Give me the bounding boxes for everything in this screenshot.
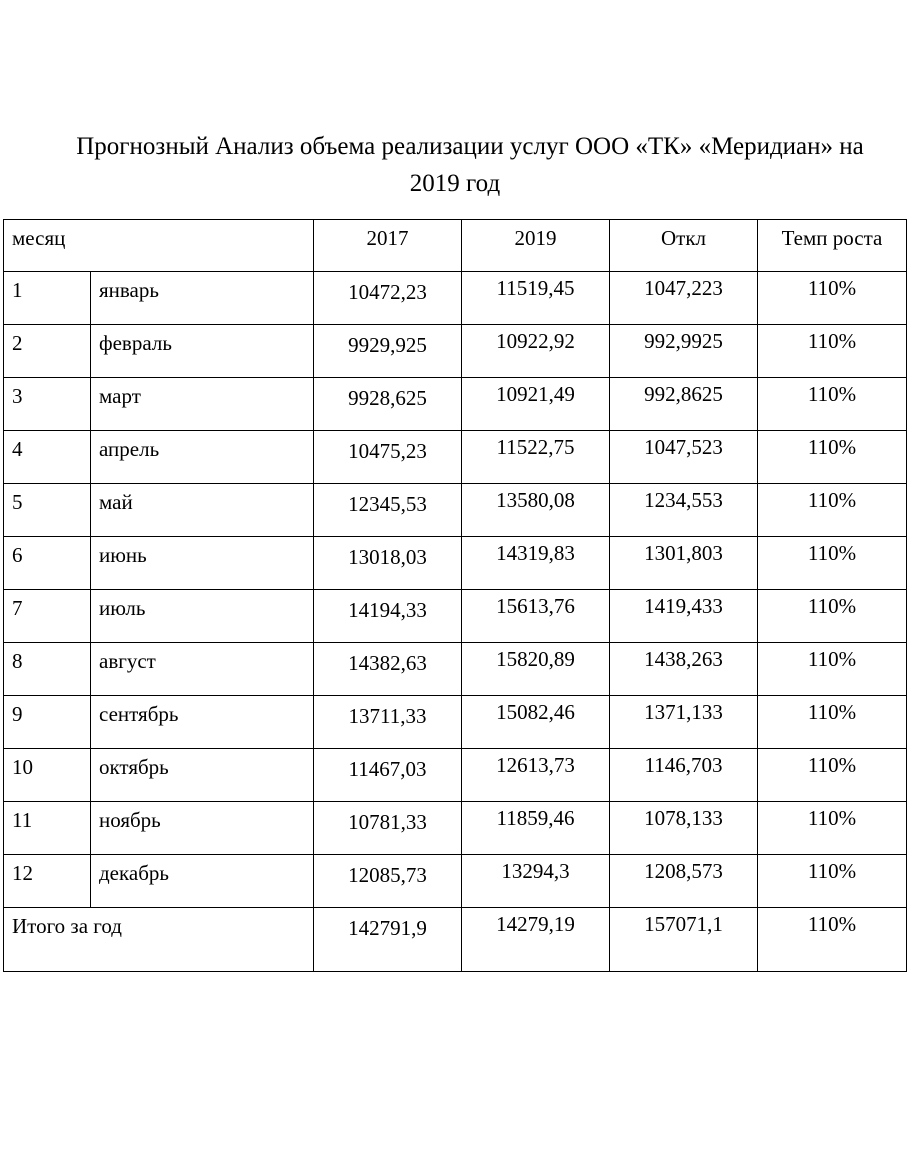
total-label-cell: Итого за год [4, 908, 314, 972]
value-2017-cell: 10475,23 [314, 431, 462, 484]
table-row [4, 696, 907, 749]
value-2017-cell: 9929,925 [314, 325, 462, 378]
value-2017-cell: 11467,03 [314, 749, 462, 802]
forecast-table-body [4, 220, 907, 972]
value-2019-cell: 13294,3 [462, 855, 610, 908]
value-2017-cell: 9928,625 [314, 378, 462, 431]
month-name-cell: май [91, 484, 314, 537]
month-name-cell: декабрь [91, 855, 314, 908]
growth-rate-cell: 110% [758, 325, 907, 378]
table-row [4, 537, 907, 590]
month-number-cell: 6 [4, 537, 91, 590]
table-row [4, 643, 907, 696]
value-2019-cell: 11519,45 [462, 272, 610, 325]
value-2019-cell: 10922,92 [462, 325, 610, 378]
document-title-line-2: 2019 год [409, 170, 501, 197]
header-2019: 2019 [462, 220, 610, 272]
deviation-cell: 1047,523 [610, 431, 758, 484]
value-2019-cell: 15820,89 [462, 643, 610, 696]
table-row [4, 749, 907, 802]
value-2017-cell: 10472,23 [314, 272, 462, 325]
value-2019-cell: 13580,08 [462, 484, 610, 537]
month-number-cell: 9 [4, 696, 91, 749]
table-row [4, 855, 907, 908]
growth-rate-cell: 110% [758, 590, 907, 643]
value-2019-cell: 15613,76 [462, 590, 610, 643]
month-name-cell: ноябрь [91, 802, 314, 855]
total-deviation-cell: 157071,1 [610, 908, 758, 972]
value-2019-cell: 12613,73 [462, 749, 610, 802]
month-number-cell: 3 [4, 378, 91, 431]
header-deviation: Откл [610, 220, 758, 272]
deviation-cell: 1078,133 [610, 802, 758, 855]
deviation-cell: 1047,223 [610, 272, 758, 325]
total-2017-cell: 142791,9 [314, 908, 462, 972]
value-2017-cell: 14194,33 [314, 590, 462, 643]
table-row [4, 272, 907, 325]
month-name-cell: октябрь [91, 749, 314, 802]
month-number-cell: 2 [4, 325, 91, 378]
total-growth-rate-cell: 110% [758, 908, 907, 972]
deviation-cell: 992,8625 [610, 378, 758, 431]
month-number-cell: 5 [4, 484, 91, 537]
forecast-table [3, 219, 907, 972]
growth-rate-cell: 110% [758, 749, 907, 802]
month-name-cell: август [91, 643, 314, 696]
growth-rate-cell: 110% [758, 855, 907, 908]
value-2019-cell: 14319,83 [462, 537, 610, 590]
value-2017-cell: 13018,03 [314, 537, 462, 590]
deviation-cell: 1371,133 [610, 696, 758, 749]
value-2019-cell: 11859,46 [462, 802, 610, 855]
value-2017-cell: 12085,73 [314, 855, 462, 908]
month-name-cell: февраль [91, 325, 314, 378]
total-2019-cell: 14279,19 [462, 908, 610, 972]
month-number-cell: 7 [4, 590, 91, 643]
growth-rate-cell: 110% [758, 484, 907, 537]
month-name-cell: апрель [91, 431, 314, 484]
table-row [4, 378, 907, 431]
month-name-cell: июнь [91, 537, 314, 590]
month-number-cell: 12 [4, 855, 91, 908]
header-month: месяц [4, 220, 314, 272]
month-number-cell: 1 [4, 272, 91, 325]
deviation-cell: 1301,803 [610, 537, 758, 590]
value-2017-cell: 13711,33 [314, 696, 462, 749]
deviation-cell: 1419,433 [610, 590, 758, 643]
table-header-row [4, 220, 907, 272]
document-title [0, 128, 910, 202]
value-2017-cell: 10781,33 [314, 802, 462, 855]
table-row [4, 431, 907, 484]
value-2019-cell: 15082,46 [462, 696, 610, 749]
header-growth-rate: Темп роста [758, 220, 907, 272]
month-name-cell: июль [91, 590, 314, 643]
growth-rate-cell: 110% [758, 431, 907, 484]
month-number-cell: 4 [4, 431, 91, 484]
deviation-cell: 1438,263 [610, 643, 758, 696]
growth-rate-cell: 110% [758, 272, 907, 325]
month-number-cell: 10 [4, 749, 91, 802]
deviation-cell: 1234,553 [610, 484, 758, 537]
table-row [4, 484, 907, 537]
value-2017-cell: 12345,53 [314, 484, 462, 537]
growth-rate-cell: 110% [758, 643, 907, 696]
value-2019-cell: 10921,49 [462, 378, 610, 431]
month-number-cell: 8 [4, 643, 91, 696]
growth-rate-cell: 110% [758, 802, 907, 855]
deviation-cell: 992,9925 [610, 325, 758, 378]
value-2019-cell: 11522,75 [462, 431, 610, 484]
table-row [4, 802, 907, 855]
value-2017-cell: 14382,63 [314, 643, 462, 696]
growth-rate-cell: 110% [758, 378, 907, 431]
deviation-cell: 1208,573 [610, 855, 758, 908]
growth-rate-cell: 110% [758, 696, 907, 749]
document-title-line-1: Прогнозный Анализ объема реализации услуг ООО «ТК» «Меридиан» на [76, 133, 864, 160]
deviation-cell: 1146,703 [610, 749, 758, 802]
month-name-cell: январь [91, 272, 314, 325]
month-name-cell: сентябрь [91, 696, 314, 749]
month-name-cell: март [91, 378, 314, 431]
month-number-cell: 11 [4, 802, 91, 855]
header-2017: 2017 [314, 220, 462, 272]
growth-rate-cell: 110% [758, 537, 907, 590]
table-row [4, 325, 907, 378]
table-total-row [4, 908, 907, 972]
table-row [4, 590, 907, 643]
